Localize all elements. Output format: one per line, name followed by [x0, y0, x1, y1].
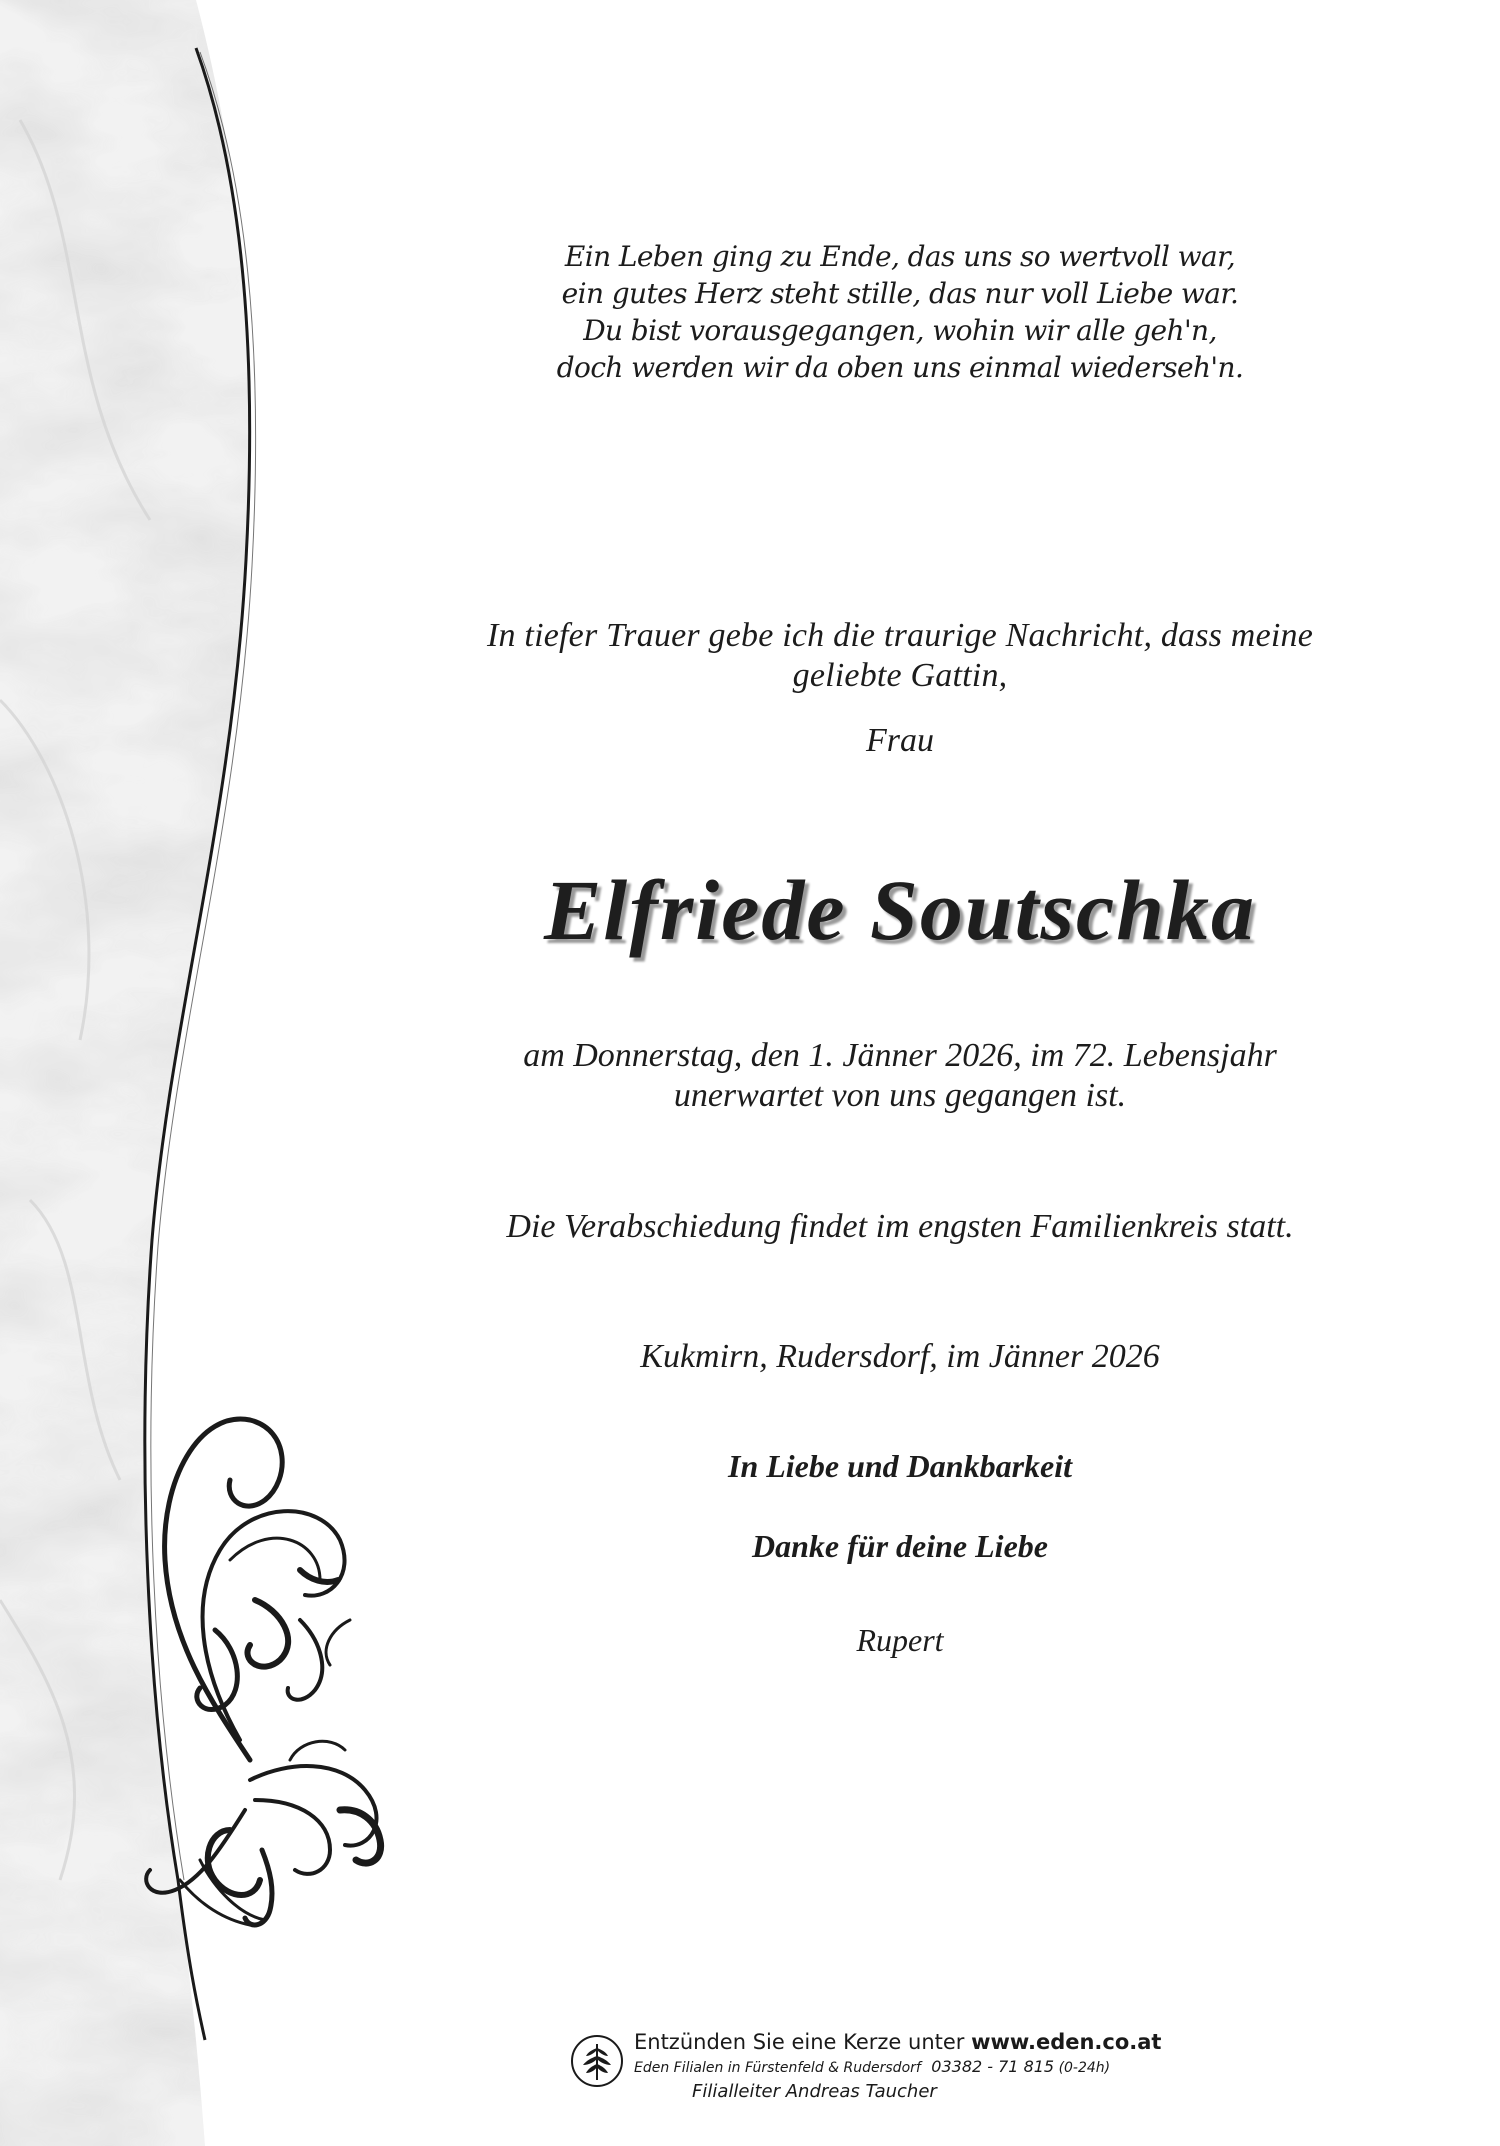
poem-line: ein gutes Herz steht stille, das nur voll Liebe war. [561, 277, 1239, 310]
intro-line: In tiefer Trauer gebe ich die traurige Nachricht, dass meine [487, 617, 1313, 654]
candle-text: Entzünden Sie eine Kerze unter [634, 2030, 965, 2054]
death-details [380, 1036, 1420, 1116]
poem-line: doch werden wir da oben uns einmal wiederseh'n. [556, 351, 1244, 384]
announcement-intro [380, 616, 1420, 696]
intro-line: geliebte Gattin, [792, 657, 1008, 694]
death-line: am Donnerstag, den 1. Jänner 2026, im 72. Lebensjahr [523, 1037, 1277, 1074]
place-date: Kukmirn, Rudersdorf, im Jänner 2026 [640, 1338, 1160, 1375]
flourish-ornament [146, 1419, 380, 1925]
poem-line: Du bist vorausgegangen, wohin wir alle geh'n, [583, 314, 1217, 347]
farewell-info: Die Verabschiedung findet im engsten Familienkreis statt. [506, 1208, 1294, 1245]
marble-texture [0, 0, 300, 2146]
phone-hours: (0-24h) [1058, 2060, 1111, 2076]
poem-line: Ein Leben ging zu Ende, das uns so wertvoll war, [564, 240, 1236, 273]
memorial-poem [380, 238, 1420, 386]
salutation: Frau [866, 722, 934, 759]
branches-line [634, 2056, 1134, 2079]
closing-thanks: Danke für deine Liebe [752, 1528, 1048, 1564]
branches-text: Eden Filialen in Fürstenfeld & Rudersdorf [634, 2060, 921, 2076]
death-line: unerwartet von uns gegangen ist. [673, 1077, 1127, 1114]
manager-name: Filialleiter Andreas Taucher [692, 2081, 937, 2102]
deceased-name: Elfriede Soutschka [543, 862, 1257, 958]
closing-love: In Liebe und Dankbarkeit [727, 1448, 1073, 1484]
phone-number: 03382 - 71 815 [931, 2057, 1055, 2076]
signer-name: Rupert [856, 1622, 944, 1658]
candle-line [634, 2028, 1162, 2056]
website-link[interactable]: www.eden.co.at [971, 2030, 1162, 2054]
eden-leaf-logo-icon [570, 2034, 624, 2088]
